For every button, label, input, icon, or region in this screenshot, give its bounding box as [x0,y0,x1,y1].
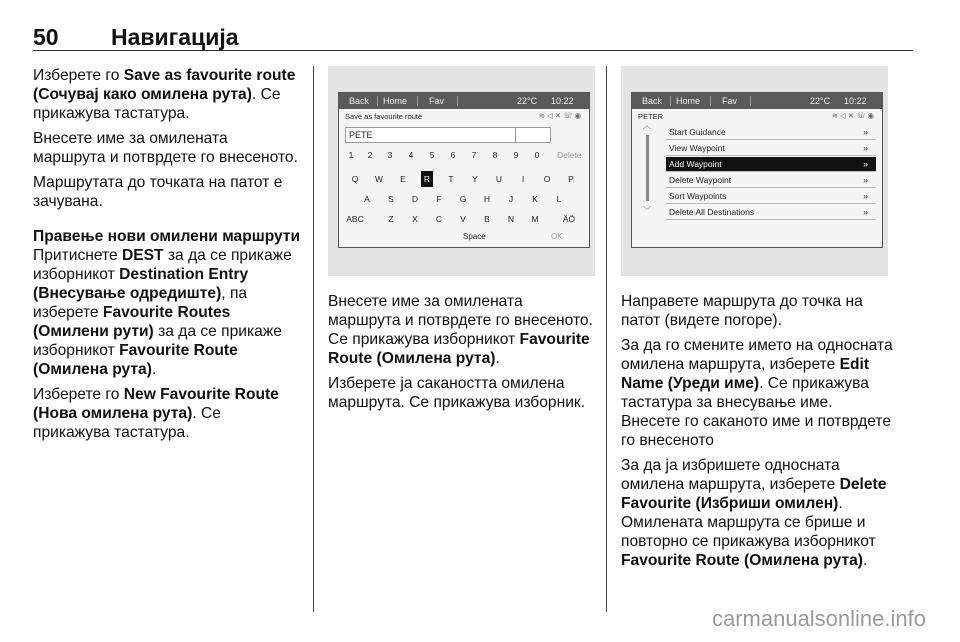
ok-key[interactable]: OK [551,232,563,241]
key[interactable]: 7 [471,150,477,160]
umlaut-key[interactable]: ÄÖ [562,214,576,224]
key[interactable]: 5 [429,150,435,160]
paragraph: Изберете ја сакаността омилена маршрута. Се прикажува изборник. [328,375,586,411]
fav-button[interactable]: Fav [429,96,445,106]
keyboard-row-asdf [339,191,589,207]
key[interactable]: S [388,194,394,204]
key[interactable]: A [364,194,370,204]
paragraph: Маршрутата до точката на патот е зачувана. [33,174,283,210]
key[interactable]: X [412,214,418,224]
key[interactable]: C [435,214,443,224]
space-key[interactable]: Space [463,232,486,241]
screen-top-bar [339,93,589,109]
screen-top-bar [632,93,882,109]
page-number: 50 [33,24,59,50]
paragraph: Внесете име за омилената маршрута и потврдете го внесеното. [33,130,298,166]
home-button[interactable]: Home [383,96,408,106]
screen-title: PETER [638,112,664,121]
key[interactable]: 2 [367,150,373,160]
menu-item[interactable]: View Waypoint » [666,141,876,156]
key[interactable]: 3 [387,150,393,160]
key[interactable]: V [460,214,466,224]
key[interactable]: 0 [534,150,540,160]
infotainment-screen [631,92,883,248]
key[interactable]: L [556,194,562,204]
volume-icon: ◁ [546,111,555,120]
chevron-right-icon: » [863,143,868,153]
key[interactable]: I [521,174,525,184]
key[interactable]: 9 [513,150,519,160]
column-divider [606,66,607,612]
key[interactable]: 6 [450,150,456,160]
menu-item[interactable]: Sort Waypoints » [666,189,876,204]
screen-title: Save as favourite route [345,112,423,121]
key[interactable]: Y [472,174,478,184]
key[interactable]: H [483,194,491,204]
phone-icon: ☏ [563,111,575,120]
scrollbar[interactable] [646,135,649,201]
wifi-icon: ≋ [538,111,547,120]
keyboard-row-zxcv [339,211,589,227]
phone-icon: ☏ [856,111,868,120]
scroll-up-icon[interactable]: ︿ [643,121,651,130]
paragraph: Изберете го Save as favourite route (Сочувај како омилена рута). Се прикажува тастатура. [33,67,296,122]
key[interactable]: 8 [492,150,498,160]
key[interactable]: U [495,174,503,184]
back-button[interactable]: Back [642,96,663,106]
menu-item[interactable]: Start Guidance » [666,125,876,140]
chevron-right-icon: » [863,191,868,201]
key[interactable]: W [374,174,384,184]
column-2 [328,292,598,418]
chevron-right-icon: » [863,127,868,137]
infotainment-screen [338,92,590,248]
scroll-down-icon[interactable]: ﹀ [643,206,651,215]
menu-item[interactable]: Delete All Destinations » [666,205,876,220]
column-3 [621,292,893,576]
watermark: carmanualsonline.info [711,606,926,631]
abc-key[interactable]: ABC [346,214,364,224]
paragraph: За да ја избришете односната омилена маршрута, изберете Delete Favourite (Избриши омилен). Омилената маршрута се брише и повторно се прикажува изборникот Favourite Route (Омилена рута). [621,457,887,569]
back-button[interactable]: Back [349,96,370,106]
key[interactable]: 1 [348,150,354,160]
signal-icon: ◉ [867,111,876,120]
volume-icon: ◁ [839,111,848,120]
header-rule [33,50,913,51]
menu-item-selected[interactable]: Add Waypoint » [666,157,876,172]
paragraph: Изберете го New Favourite Route (Нова омилена рута). Се прикажува тастатура. [33,386,279,441]
column-divider [313,66,314,612]
key[interactable]: B [484,214,490,224]
delete-key[interactable]: Delete [557,150,582,160]
keyboard-row-space [339,229,589,245]
key[interactable]: Q [351,174,359,184]
key[interactable]: K [532,194,538,204]
key[interactable]: T [448,174,454,184]
paragraph: Внесете име за омилената маршрута и потврдете го внесеното. Се прикажува изборникот Favourite Route (Омилена рута). [328,293,593,367]
clock: 10:22 [844,96,867,106]
paragraph: Притиснете DEST за да се прикаже изборникот Destination Entry (Внесување одредиште), па изберете Favourite Routes (Омилени рути) за да се прикаже изборникот Favourite Route (Омилена рута). [33,247,292,378]
paragraph: За да го смените името на односната омилена маршрута, изберете Edit Name (Уреди име). Се прикажува тастатура за внесување име. Внесете го саканото име и потврдете го внесеното [621,337,893,449]
subheading: Правење нови омилени маршрути [33,228,301,245]
screenshot-route-menu [621,66,888,276]
wifi-icon: ≋ [831,111,840,120]
key[interactable]: P [568,174,574,184]
mute-icon: ✕ [554,111,564,120]
key[interactable]: Z [388,214,394,224]
chevron-right-icon: » [863,175,868,185]
key[interactable]: F [436,194,442,204]
home-button[interactable]: Home [676,96,701,106]
fav-button[interactable]: Fav [722,96,738,106]
key[interactable]: N [507,214,515,224]
menu-item[interactable]: Delete Waypoint » [666,173,876,188]
key[interactable]: M [531,214,539,224]
column-1 [33,66,301,448]
temperature: 22°C [517,96,538,106]
temperature: 22°C [810,96,831,106]
key[interactable]: O [543,174,551,184]
key[interactable]: E [400,174,406,184]
key-selected[interactable]: R [421,171,433,187]
chevron-right-icon: » [863,207,868,217]
name-input[interactable]: PETE [345,127,516,143]
page-header [33,22,913,50]
key[interactable]: D [411,194,419,204]
mute-icon: ✕ [847,111,857,120]
keyboard-row-qwerty [339,171,589,187]
status-icons [539,111,583,120]
key[interactable]: G [459,194,467,204]
status-icons [832,111,876,120]
paragraph: Направете маршрута до точка на патот (видете погоре). [621,293,863,329]
clock: 10:22 [551,96,574,106]
key[interactable]: J [508,194,514,204]
chevron-right-icon: » [863,159,868,169]
keyboard-row-numbers [339,147,589,163]
signal-icon: ◉ [574,111,583,120]
screenshot-keyboard [328,66,595,276]
input-extra [515,127,551,143]
section-title: Навигација [111,24,239,50]
key[interactable]: 4 [408,150,414,160]
